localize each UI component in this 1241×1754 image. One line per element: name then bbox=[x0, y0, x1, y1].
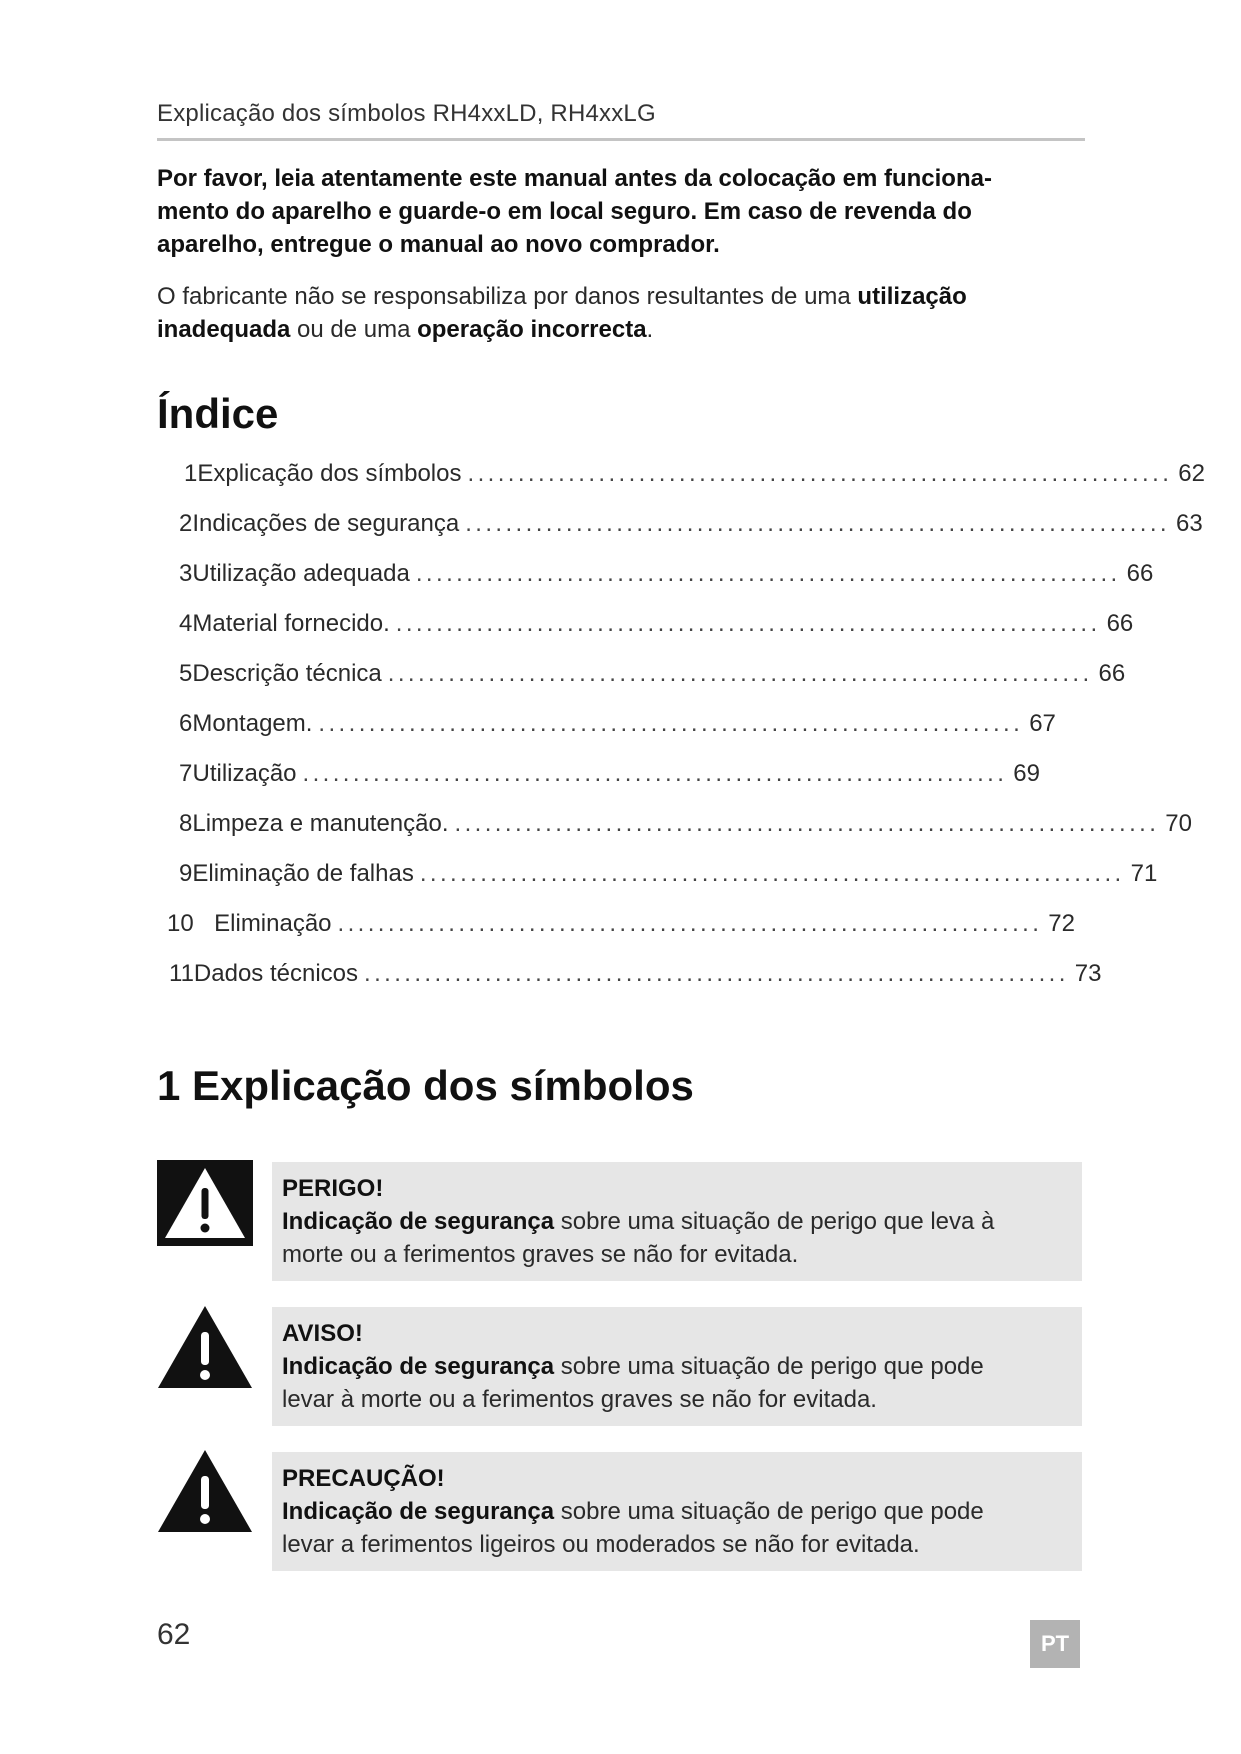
toc-entry-number: 10 bbox=[167, 910, 194, 937]
toc-entry[interactable] bbox=[179, 660, 1126, 694]
toc-leader: ...................................................................... bbox=[419, 860, 1125, 887]
toc-entry-number: 4 bbox=[179, 610, 193, 637]
notice-text: sobre uma situação de perigo que pode bbox=[554, 1353, 984, 1380]
toc-leader: ...................................................................... bbox=[467, 460, 1173, 487]
toc-entry[interactable] bbox=[179, 610, 1134, 644]
liability-text: ou de uma bbox=[290, 316, 418, 343]
warning-triangle-icon bbox=[157, 1304, 253, 1390]
notice-text: morte ou a ferimentos graves se não for evitada. bbox=[282, 1241, 799, 1268]
liability-text: . bbox=[646, 316, 654, 343]
toc-entry-label: Eliminação de falhas bbox=[192, 860, 414, 887]
toc-entry-label: Dados técnicos bbox=[193, 960, 359, 987]
toc-entry[interactable] bbox=[179, 710, 1056, 744]
intro-line: aparelho, entregue o manual ao novo comprador. bbox=[157, 231, 720, 258]
toc-leader: ...................................................................... bbox=[415, 560, 1121, 587]
notice-emphasis: Indicação de segurança bbox=[282, 1353, 555, 1380]
toc-entry-label: Utilização adequada bbox=[192, 560, 410, 587]
toc-entry[interactable] bbox=[169, 960, 1102, 994]
intro-notice bbox=[157, 162, 1087, 261]
toc-leader: ...................................................................... bbox=[395, 610, 1101, 637]
toc-leader: ...................................................................... bbox=[387, 660, 1093, 687]
toc-entry-number: 7 bbox=[179, 760, 193, 787]
toc-entry-page: 66 bbox=[1098, 660, 1126, 687]
toc-entry-number: 3 bbox=[179, 560, 193, 587]
toc-entry-label: Material fornecido. bbox=[192, 610, 390, 637]
notice-heading: PERIGO! bbox=[282, 1175, 384, 1202]
toc-entry-label: Descrição técnica bbox=[192, 660, 382, 687]
notice-text: sobre uma situação de perigo que pode bbox=[554, 1498, 984, 1525]
toc-entry-number: 2 bbox=[179, 510, 193, 537]
toc-entry-page: 62 bbox=[1178, 460, 1205, 487]
toc-entry[interactable] bbox=[184, 460, 1205, 494]
notice-text: levar a ferimentos ligeiros ou moderados se não for evitada. bbox=[282, 1531, 920, 1558]
toc-entry-label: Explicação dos símbolos bbox=[197, 460, 462, 487]
toc-entry-label: Indicações de segurança bbox=[192, 510, 460, 537]
toc-entry-page: 71 bbox=[1130, 860, 1158, 887]
toc-entry-number: 1 bbox=[184, 460, 198, 487]
toc-entry-page: 73 bbox=[1074, 960, 1102, 987]
liability-emphasis: inadequada bbox=[157, 316, 291, 343]
notice-emphasis: Indicação de segurança bbox=[282, 1498, 555, 1525]
toc-entry-number: 5 bbox=[179, 660, 193, 687]
toc-entry-page: 63 bbox=[1175, 510, 1203, 537]
warning-notice bbox=[272, 1307, 1082, 1426]
notice-text: sobre uma situação de perigo que leva à bbox=[554, 1208, 995, 1235]
notice-heading: AVISO! bbox=[282, 1320, 363, 1347]
liability-text: O fabricante não se responsabiliza por danos resultantes de uma bbox=[157, 283, 858, 310]
toc-entry-number: 6 bbox=[179, 710, 193, 737]
toc-leader: ...................................................................... bbox=[465, 510, 1170, 537]
liability-emphasis: utilização bbox=[857, 283, 967, 310]
notice-emphasis: Indicação de segurança bbox=[282, 1208, 555, 1235]
notice-heading: PRECAUÇÃO! bbox=[282, 1465, 445, 1492]
intro-line: mento do aparelho e guarde-o em local seguro. Em caso de revenda do bbox=[157, 198, 972, 225]
notice-text: levar à morte ou a ferimentos graves se não for evitada. bbox=[282, 1386, 877, 1413]
toc-entry[interactable] bbox=[179, 760, 1040, 794]
danger-notice bbox=[272, 1162, 1082, 1281]
toc-entry-page: 72 bbox=[1048, 910, 1075, 937]
toc-entry-label: Montagem. bbox=[192, 710, 313, 737]
caution-triangle-icon bbox=[157, 1448, 253, 1534]
toc-entry-page: 69 bbox=[1013, 760, 1040, 787]
toc-entry-page: 67 bbox=[1029, 710, 1056, 737]
language-badge: PT bbox=[1030, 1620, 1080, 1668]
liability-note bbox=[157, 280, 1087, 346]
toc-entry-number: 11 bbox=[169, 960, 194, 987]
toc-entry[interactable] bbox=[179, 510, 1203, 544]
toc-leader: ...................................................................... bbox=[454, 810, 1160, 837]
intro-line: Por favor, leia atentamente este manual antes da colocação em funciona- bbox=[157, 165, 992, 192]
toc-entry-label: Eliminação bbox=[214, 910, 332, 937]
toc-entry[interactable] bbox=[179, 810, 1192, 844]
toc-leader: ...................................................................... bbox=[364, 960, 1069, 987]
caution-notice bbox=[272, 1452, 1082, 1571]
liability-emphasis: operação incorrecta bbox=[417, 316, 647, 343]
toc-leader: ...................................................................... bbox=[302, 760, 1008, 787]
toc-entry-page: 66 bbox=[1126, 560, 1154, 587]
toc-entry-label: Utilização bbox=[192, 760, 297, 787]
toc-leader: ...................................................................... bbox=[318, 710, 1024, 737]
toc-entry[interactable] bbox=[179, 560, 1154, 594]
toc-title: Índice bbox=[157, 390, 279, 437]
running-header: Explicação dos símbolos RH4xxLD, RH4xxLG bbox=[157, 100, 1085, 141]
toc-entry-number: 8 bbox=[179, 810, 193, 837]
toc-leader: ...................................................................... bbox=[337, 910, 1043, 937]
toc-entry-page: 66 bbox=[1106, 610, 1134, 637]
toc-entry-number: 9 bbox=[179, 860, 193, 887]
section-title: 1 Explicação dos símbolos bbox=[157, 1062, 694, 1109]
toc-entry-page: 70 bbox=[1165, 810, 1192, 837]
toc-entry[interactable] bbox=[167, 910, 1075, 944]
toc-entry[interactable] bbox=[179, 860, 1158, 894]
page-number: 62 bbox=[157, 1618, 191, 1651]
toc-entry-label: Limpeza e manutenção. bbox=[192, 810, 449, 837]
danger-warning-icon bbox=[157, 1160, 253, 1246]
